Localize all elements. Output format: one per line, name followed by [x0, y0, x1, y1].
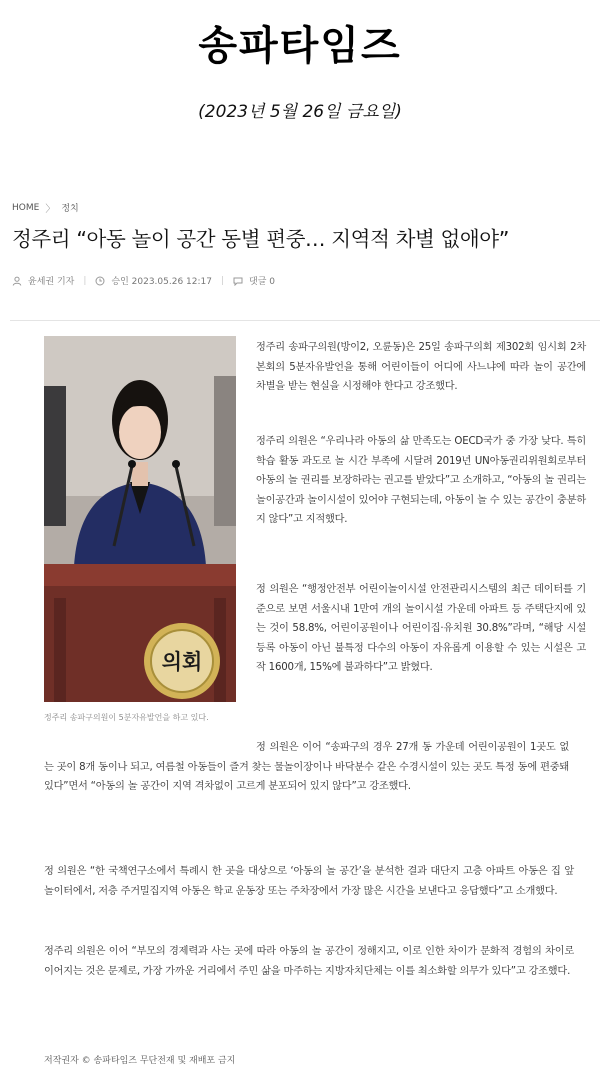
article-photo [44, 336, 236, 702]
article-paragraph-6: 정주리 의원은 이어 “부모의 경제력과 사는 곳에 따라 아동의 놀 공간이 정해지고, 이로 인한 차이가 문화적 경험의 차이로 이어지는 것은 문제로, 가장 가까운 거리에서 주민 삶을 마주하는 지방자치단체는 이를 최소화할 의무가 있다”고 강조했다. [44, 946, 574, 977]
article-paragraph-4: 정 의원은 이어 “송파구의 경우 27개 동 가운데 어린이공원이 1곳도 없는 곳이 8개 동이나 되고, 여름철 아동들이 즐겨 찾는 물놀이장이나 바닥분수 같은 수경시설이 있는 곳도 특정 동에 편중돼 있다”면서 “아동의 놀 공간이 지역 격차없이 고르게 분포되어 있지 않다”고 강조했다. [44, 742, 569, 792]
councilor-photo [44, 336, 236, 702]
article-paragraph-5: 정 의원은 “한 국책연구소에서 특례시 한 곳을 대상으로 ‘아동의 놀 공간’을 분석한 결과 대단지 고층 아파트 아동은 집 앞 놀이터에서, 저층 주거밀집지역 아동은 학교 운동장 또는 주차장에서 가장 많은 시간을 보낸다고 응답했다”고 소개했다. [44, 866, 574, 897]
user-icon [12, 276, 22, 286]
photo-caption: 정주리 송파구의원이 5분자유발언을 하고 있다. [44, 713, 209, 722]
breadcrumb-separator: 〉 [45, 204, 56, 215]
divider [10, 320, 600, 321]
approved-timestamp: 승인 2023.05.26 12:17 [111, 277, 212, 287]
article-paragraph-2: 정주리 의원은 “우리나라 아동의 삶 만족도는 OECD국가 중 가장 낮다. 특히 학습 활동 과도로 놀 시간 부족에 시달려 2019년 UN아동권리위원회로부터 아동의 놀 권리를 보장하라는 권고를 받았다”고 소개하고, “아동의 놀 권리는 놀이공간과 놀이시설이 있어야 구현되는데, 아동이 놀 수 있는 공간이 충분하지 않다”고 지적했다. [256, 436, 586, 525]
article-paragraph-1: 정주리 송파구의원(방이2, 오륜동)은 25일 송파구의회 제302회 임시회 2차 본회의 5분자유발언을 통해 어린이들이 어디에 사느냐에 따라 놀이 공간에 차별을 받는 현실을 시정해야 한다고 강조했다. [256, 342, 586, 392]
article-paragraph-3: 정 의원은 “행정안전부 어린이놀이시설 안전관리시스템의 최근 데이터를 기준으로 보면 서울시내 1만여 개의 놀이시설 가운데 아파트 등 주택단지에 있는 것이 58.8%, 어린이공원이나 어린이집·유치원 30.8%”라며, “해당 시설 등록 아동이 아닌 불특정 다수의 아동이 자유롭게 이용할 수 있는 시설은 고작 1600개, 15%에 불과하다”고 밝혔다. [256, 584, 586, 673]
copyright-notice: 저작권자 © 송파타임즈 무단전재 및 재배포 금지 [44, 1056, 236, 1066]
author-name: 윤세권 기자 [28, 277, 75, 287]
comment-icon [233, 276, 243, 286]
council-emblem: 의회 [161, 650, 203, 674]
breadcrumb-home-link[interactable]: HOME [12, 202, 40, 213]
breadcrumb [12, 200, 79, 215]
comment-count[interactable]: 댓글 0 [249, 277, 275, 287]
clock-icon [95, 276, 105, 286]
article-headline: 정주리 “아동 놀이 공간 동별 편중… 지역적 차별 없애야” [12, 227, 509, 251]
article-meta: 윤세권 기자 | 승인 2023.05.26 12:17 | 댓글 0 [12, 274, 275, 287]
masthead: 송파타임즈 [198, 23, 402, 69]
breadcrumb-section-link[interactable]: 정치 [61, 204, 79, 214]
dateline: (2023년 5월 26일 금요일) [198, 102, 402, 122]
